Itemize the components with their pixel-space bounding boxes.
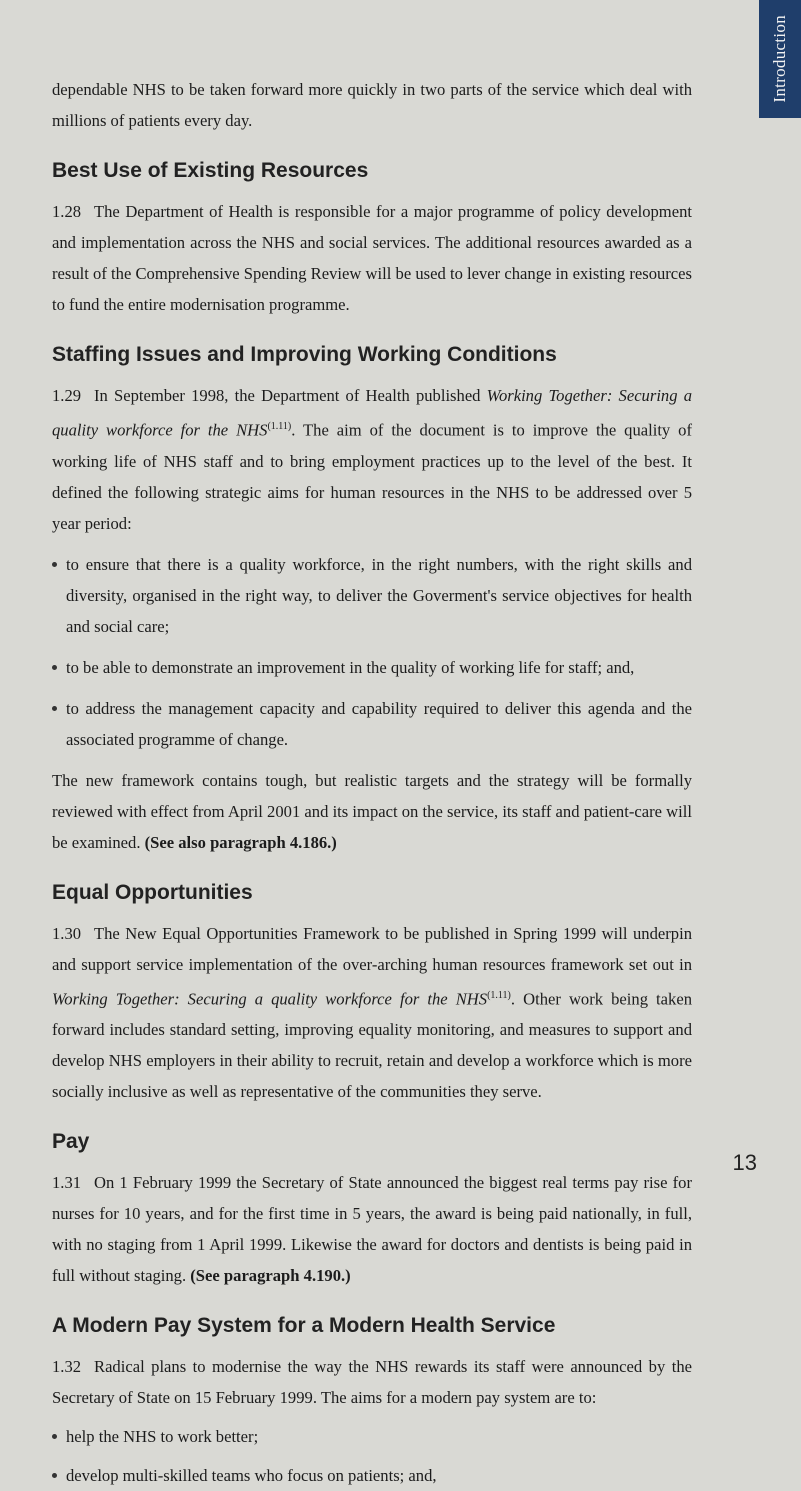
pay-aims-list (52, 1421, 692, 1491)
reference-mark: (1.11) (487, 989, 511, 1001)
strategic-aims-list (52, 549, 692, 755)
heading-staffing: Staffing Issues and Improving Working Conditions (52, 343, 557, 366)
section-tab-label: Introduction (770, 15, 789, 103)
paragraph-1-28 (52, 196, 692, 320)
paragraph-text: Radical plans to modernise the way the NHS rewards its staff were announced by the Secretary of State on 15 February 1999. The aims for a modern pay system are to: (52, 1357, 692, 1408)
heading-pay: Pay (52, 1130, 90, 1154)
heading-best-use: Best Use of Existing Resources (52, 159, 369, 182)
paragraph-1-31 (52, 1167, 692, 1291)
paragraph-number: 1.30 (52, 923, 82, 943)
document-title: Working Together: Securing a quality workforce for the NHS (52, 989, 488, 1009)
paragraph-text: . Other work being taken forward includes standard setting, improving equality monitoring, and measures to support and develop NHS employers in their ability to recruit, retain and develop a workforce which is more socially inclusive as well as representative of the communities they serve. (52, 989, 692, 1102)
paragraph-number: 1.32 (52, 1357, 82, 1377)
paragraph-1-32 (52, 1351, 692, 1413)
paragraph-1-30 (52, 918, 692, 1108)
paragraph-number: 1.29 (52, 386, 82, 405)
list-item: to address the management capacity and capability required to deliver this agenda and the associated programme of change. (52, 693, 692, 755)
reference-mark: (1.11) (267, 421, 292, 432)
document-title: Working Together: Securing a quality workforce for the NHS (52, 386, 692, 440)
list-item: to ensure that there is a quality workforce, in the right numbers, with the right skills and diversity, organised in the right way, to deliver the Goverment's service objectives for health and social care; (52, 549, 692, 642)
list-item: to be able to demonstrate an improvement in the quality of working life for staff; and, (52, 652, 692, 683)
paragraph-1-29 (52, 380, 692, 539)
paragraph-text: The new framework contains tough, but realistic targets and the strategy will be formally reviewed with effect from April 2001 and its impact on the service, its staff and patient-care will be examined. (52, 770, 692, 852)
section-tab (759, 0, 801, 118)
intro-paragraph: dependable NHS to be taken forward more quickly in two parts of the service which deal with millions of patients every day. (52, 80, 692, 130)
list-item: help the NHS to work better; (52, 1421, 692, 1452)
paragraph-number: 1.28 (52, 202, 82, 221)
paragraph-number: 1.31 (52, 1173, 82, 1193)
paragraph-framework-review (52, 765, 692, 858)
paragraph-text: The Department of Health is responsible for a major programme of policy development and implementation across the NHS and social services. The additional resources awarded as a result of the Comprehensive Spending Review will be used to lever change in existing resources to fund the entire modernisation programme. (52, 202, 692, 314)
page-number: 13 (732, 1150, 757, 1175)
page-content (52, 74, 692, 1491)
paragraph-text: In September 1998, the Department of Health published (94, 386, 487, 405)
paragraph-text: . The aim of the document is to improve the quality of working life of NHS staff and to bring employment practices up to the level of the best. It defined the following strategic aims for human resources in the NHS to be addressed over 5 year period: (52, 420, 692, 533)
paragraph-text: On 1 February 1999 the Secretary of State announced the biggest real terms pay rise for nurses for 10 years, and for the first time in 5 years, the award is being paid nationally, in full, with no staging from 1 April 1999. Likewise the award for doctors and dentists is being paid in full without staging. (52, 1173, 692, 1286)
cross-reference: (See paragraph 4.190.) (190, 1266, 351, 1286)
paragraph-text: The New Equal Opportunities Framework to be published in Spring 1999 will underpin and support service implementation of the over-arching human resources framework set out in (52, 923, 692, 974)
cross-reference: (See also paragraph 4.186.) (144, 832, 337, 852)
list-item: develop multi-skilled teams who focus on patients; and, (52, 1460, 692, 1491)
heading-equal-opportunities: Equal Opportunities (52, 880, 253, 904)
heading-modern-pay-system: A Modern Pay System for a Modern Health Service (52, 1314, 556, 1338)
